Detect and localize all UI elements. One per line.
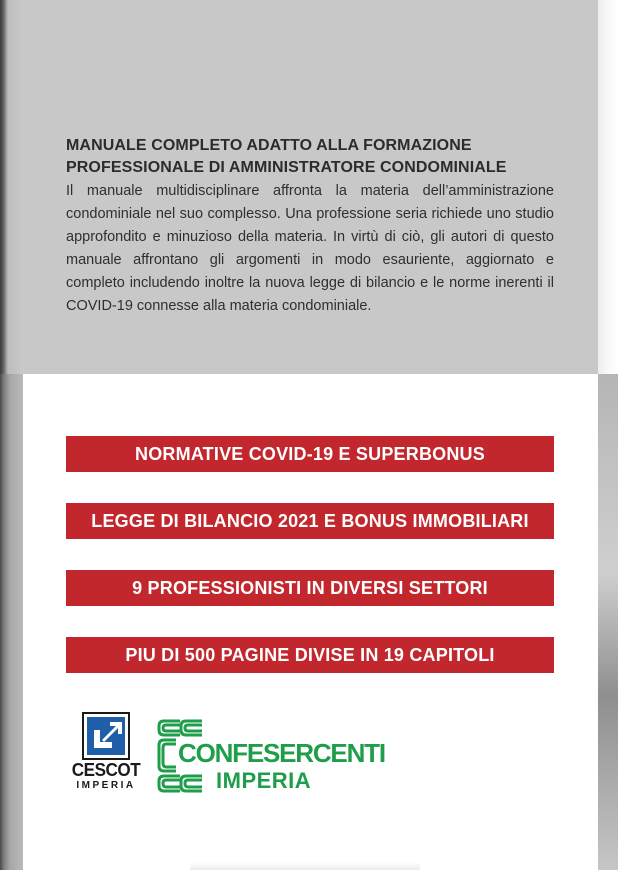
confesercenti-location: IMPERIA	[216, 768, 312, 793]
banner-pagine-capitoli: PIU DI 500 PAGINE DIVISE IN 19 CAPITOLI	[66, 637, 554, 673]
banner-covid-superbonus: NORMATIVE COVID-19 E SUPERBONUS	[66, 436, 554, 472]
intro-description: Il manuale multidisciplinare affronta la materia dell’amministrazione condominiale nel suo complesso. Una professione seria richiede uno studio approfondito e minuzioso della materia. In virtù di ciò, gli autori di questo manuale affrontano gli argomenti in modo esauriente, aggiornato e completo includendo inoltre la nuova legge di bilancio e le norme inerenti il COVID-19 connesse alla materia condominiale.	[66, 183, 554, 314]
banner-legge-bilancio: LEGGE DI BILANCIO 2021 E BONUS IMMOBILIARI	[66, 503, 554, 539]
banner-professionisti: 9 PROFESSIONISTI IN DIVERSI SETTORI	[66, 570, 554, 606]
bottom-shadow	[190, 862, 420, 870]
confesercenti-logo	[156, 718, 385, 796]
cescot-location: IMPERIA	[76, 780, 136, 791]
left-page-edge	[0, 0, 23, 870]
cescot-name: CESCOT	[71, 760, 141, 780]
intro-heading-line-1: MANUALE COMPLETO ADATTO ALLA FORMAZIONE	[66, 137, 472, 154]
confesercenti-name: CONFESERCENTI	[178, 738, 385, 768]
cescot-emblem-icon	[82, 712, 130, 760]
intro-heading	[66, 135, 566, 179]
intro-heading-line-2: PROFESSIONALE DI AMMINISTRATORE CONDOMINIALE	[66, 159, 507, 176]
cescot-logo	[70, 711, 142, 795]
right-page-edge	[598, 0, 618, 870]
